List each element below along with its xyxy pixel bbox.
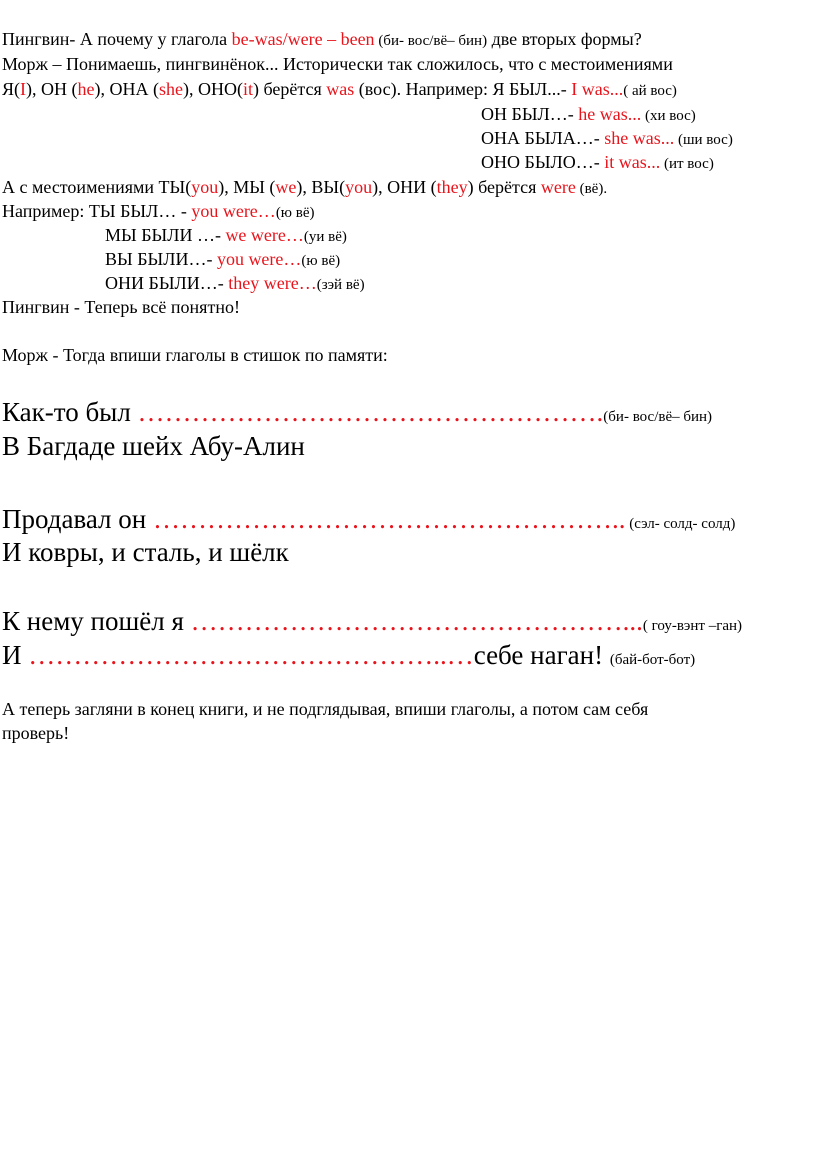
pronunciation: (би- вос/вё– бин): [603, 409, 713, 425]
pronoun-en: I: [20, 79, 26, 99]
example: I was...: [571, 79, 624, 99]
text: Я(: [2, 79, 20, 99]
text: ), ОНИ (: [372, 177, 437, 197]
poem-line-1: [2, 396, 712, 433]
text: Например: ТЫ БЫЛ… -: [2, 201, 192, 221]
verb-forms: be-was/were – been: [231, 29, 375, 49]
text: К нему пошёл я: [2, 606, 191, 636]
fill-blank[interactable]: …………………………………………….: [137, 397, 604, 427]
example: we were…: [225, 225, 304, 245]
text: ОНА БЫЛА…-: [481, 128, 605, 148]
intro-line-7: [2, 176, 607, 200]
pronunciation: (ю вё): [275, 205, 315, 221]
pronoun-en: they: [436, 177, 468, 197]
pronunciation: (сэл- солд- солд): [625, 516, 736, 532]
penguin-reply: Пингвин - Теперь всё понятно!: [2, 297, 240, 317]
example-you: [2, 200, 315, 224]
text: ) берётся: [253, 79, 327, 99]
example-it: [481, 151, 714, 175]
poem-line-5: [2, 605, 742, 642]
text: ), ОНО(: [183, 79, 243, 99]
example: she was...: [604, 128, 675, 148]
text: себе наган!: [473, 640, 610, 670]
pronunciation: (ши вос): [674, 132, 733, 148]
intro-text: Пингвин- А почему у глагола: [2, 29, 232, 49]
pronoun-en: she: [159, 79, 183, 99]
text: ОНО БЫЛО…-: [481, 152, 605, 172]
pronoun-en: he: [77, 79, 95, 99]
text: Как-то был: [2, 397, 138, 427]
poem-line-4: И ковры, и сталь, и шёлк: [2, 537, 289, 567]
pronoun-en: we: [275, 177, 297, 197]
outro-line-2: проверь!: [2, 723, 70, 743]
example-we: [105, 224, 347, 248]
pronunciation: (ю вё): [301, 253, 341, 269]
example: they were…: [228, 273, 317, 293]
text: МЫ БЫЛИ …-: [105, 225, 226, 245]
pronunciation: (уи вё): [303, 229, 347, 245]
example: you were…: [216, 249, 302, 269]
text: ), ВЫ(: [296, 177, 346, 197]
text: ), МЫ (: [218, 177, 276, 197]
example: you were…: [191, 201, 276, 221]
pronunciation: ( ай вос): [623, 83, 677, 99]
text: ) берётся: [467, 177, 541, 197]
text: (вос). Например: Я БЫЛ...-: [354, 79, 572, 99]
example-they: [105, 272, 365, 296]
outro-line-1: А теперь загляни в конец книги, и не подглядывая, впиши глаголы, а потом сам себя: [2, 699, 649, 719]
intro-line-3: [2, 78, 677, 102]
text: Продавал он: [2, 504, 153, 534]
verb-was: was: [326, 79, 355, 99]
pronoun-en: you: [345, 177, 373, 197]
pronunciation: (ит вос): [660, 156, 714, 172]
example: he was...: [578, 104, 642, 124]
intro-line-1: [2, 28, 642, 52]
text: А с местоимениями ТЫ(: [2, 177, 192, 197]
text: ВЫ БЫЛИ…-: [105, 249, 217, 269]
pronunciation: (бай-бот-бот): [609, 652, 696, 668]
text: И: [2, 640, 29, 670]
verb-were: were: [540, 177, 576, 197]
example: it was...: [604, 152, 661, 172]
example-he: [481, 103, 696, 127]
text: ), ОНА (: [94, 79, 159, 99]
fill-blank[interactable]: …………………………………………...: [190, 606, 643, 636]
poem-line-3: [2, 503, 735, 540]
example-you-plural: [105, 248, 340, 272]
text: ОН БЫЛ…-: [481, 104, 579, 124]
poem-line-6: [2, 639, 695, 676]
text: ОНИ БЫЛИ…-: [105, 273, 229, 293]
pronunciation: ( гоу-вэнт –ган): [642, 618, 743, 634]
pronoun-en: you: [191, 177, 219, 197]
fill-blank[interactable]: ………………………………………..…: [28, 640, 474, 670]
fill-blank[interactable]: ……………………………………………..: [152, 504, 626, 534]
example-she: [481, 127, 733, 151]
pronoun-en: it: [243, 79, 254, 99]
poem-line-2: В Багдаде шейх Абу-Алин: [2, 431, 305, 461]
walrus-instruction: Морж - Тогда впиши глаголы в стишок по памяти:: [2, 345, 388, 365]
pronunciation: (би- вос/вё– бин): [374, 33, 488, 49]
pronunciation: (зэй вё): [316, 277, 365, 293]
pronunciation: (вё).: [575, 181, 608, 197]
pronunciation: (хи вос): [641, 108, 696, 124]
text: ), ОН (: [26, 79, 78, 99]
intro-line-2: Морж – Понимаешь, пингвинёнок... Исторически так сложилось, что с местоимениями: [2, 54, 673, 74]
intro-text: две вторых формы?: [487, 29, 642, 49]
